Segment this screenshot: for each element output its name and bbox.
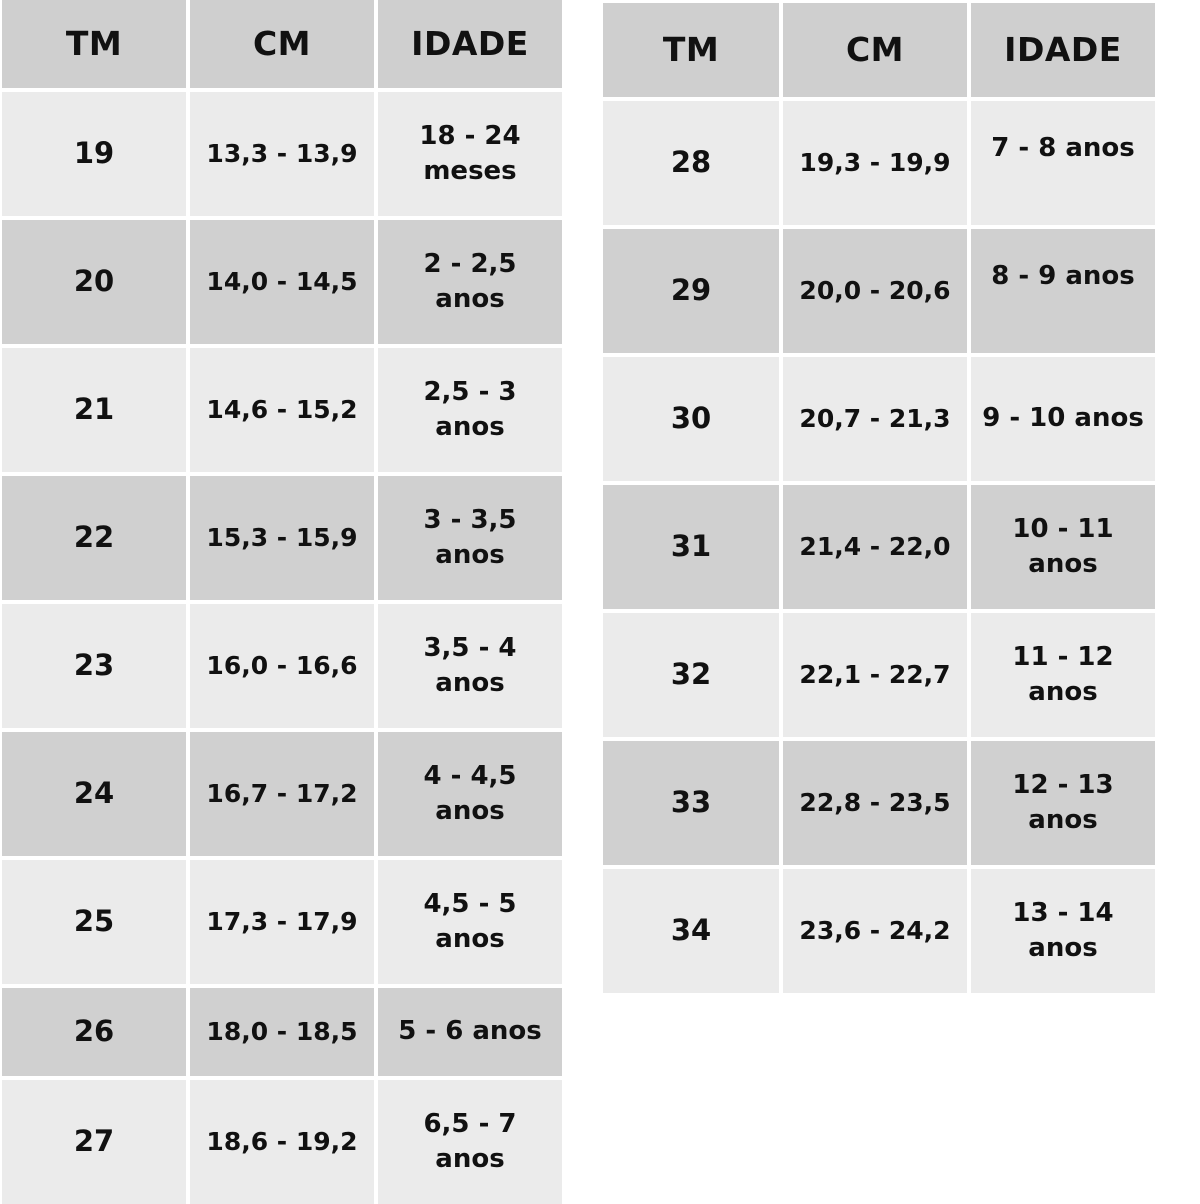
- cell-tm: 20: [2, 220, 186, 344]
- cell-cm: 14,6 - 15,2: [190, 348, 374, 472]
- cell-idade: 6,5 - 7 anos: [378, 1080, 562, 1204]
- cell-idade: 5 - 6 anos: [378, 988, 562, 1076]
- cell-idade: 3 - 3,5 anos: [378, 476, 562, 600]
- cell-cm: 22,1 - 22,7: [783, 613, 967, 737]
- cell-tm: 33: [603, 741, 779, 865]
- size-table-left: [2, 0, 562, 1204]
- cell-cm: 20,0 - 20,6: [783, 229, 967, 353]
- cell-cm: 21,4 - 22,0: [783, 485, 967, 609]
- cell-cm: 14,0 - 14,5: [190, 220, 374, 344]
- cell-idade: 4,5 - 5 anos: [378, 860, 562, 984]
- cell-tm: 25: [2, 860, 186, 984]
- cell-cm: 17,3 - 17,9: [190, 860, 374, 984]
- cell-tm: 30: [603, 357, 779, 481]
- cell-tm: 21: [2, 348, 186, 472]
- cell-cm: 18,6 - 19,2: [190, 1080, 374, 1204]
- size-table-right: [603, 3, 1155, 993]
- cell-idade: 7 - 8 anos: [971, 101, 1155, 225]
- cell-cm: 19,3 - 19,9: [783, 101, 967, 225]
- cell-idade: 9 - 10 anos: [971, 357, 1155, 481]
- cell-cm: 15,3 - 15,9: [190, 476, 374, 600]
- header-cm: CM: [783, 3, 967, 97]
- cell-tm: 19: [2, 92, 186, 216]
- header-idade: IDADE: [971, 3, 1155, 97]
- cell-idade: 4 - 4,5 anos: [378, 732, 562, 856]
- cell-cm: 16,0 - 16,6: [190, 604, 374, 728]
- cell-idade: 18 - 24 meses: [378, 92, 562, 216]
- cell-cm: 13,3 - 13,9: [190, 92, 374, 216]
- cell-idade: 8 - 9 anos: [971, 229, 1155, 353]
- cell-tm: 27: [2, 1080, 186, 1204]
- cell-tm: 23: [2, 604, 186, 728]
- cell-cm: 20,7 - 21,3: [783, 357, 967, 481]
- cell-cm: 16,7 - 17,2: [190, 732, 374, 856]
- cell-cm: 22,8 - 23,5: [783, 741, 967, 865]
- cell-cm: 23,6 - 24,2: [783, 869, 967, 993]
- cell-idade: 12 - 13 anos: [971, 741, 1155, 865]
- cell-idade: 10 - 11 anos: [971, 485, 1155, 609]
- cell-tm: 26: [2, 988, 186, 1076]
- header-cm: CM: [190, 0, 374, 88]
- cell-idade: 11 - 12 anos: [971, 613, 1155, 737]
- cell-tm: 32: [603, 613, 779, 737]
- cell-tm: 22: [2, 476, 186, 600]
- cell-tm: 31: [603, 485, 779, 609]
- cell-tm: 34: [603, 869, 779, 993]
- header-tm: TM: [2, 0, 186, 88]
- cell-tm: 28: [603, 101, 779, 225]
- cell-cm: 18,0 - 18,5: [190, 988, 374, 1076]
- header-idade: IDADE: [378, 0, 562, 88]
- cell-idade: 3,5 - 4 anos: [378, 604, 562, 728]
- cell-tm: 29: [603, 229, 779, 353]
- cell-tm: 24: [2, 732, 186, 856]
- header-tm: TM: [603, 3, 779, 97]
- cell-idade: 13 - 14 anos: [971, 869, 1155, 993]
- cell-idade: 2 - 2,5 anos: [378, 220, 562, 344]
- cell-idade: 2,5 - 3 anos: [378, 348, 562, 472]
